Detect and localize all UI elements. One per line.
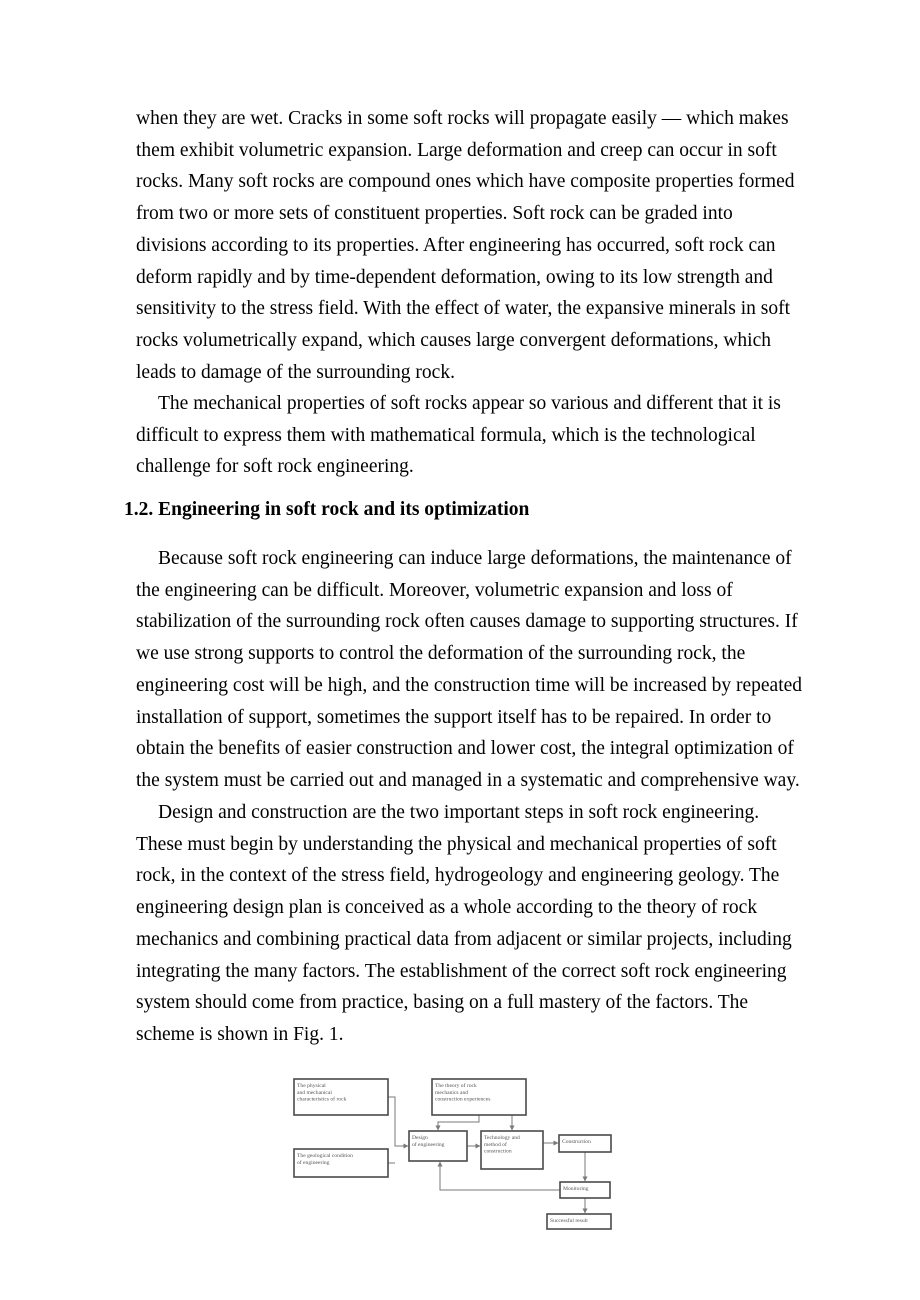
text-line: challenge for soft rock engineering.	[136, 456, 414, 478]
text-line: installation of support, sometimes the support itself has to be repaired. In order to	[136, 706, 772, 728]
diagram-box-label: The physical	[297, 1083, 326, 1089]
text-line: when they are wet. Cracks in some soft rocks will propagate easily — which makes	[136, 108, 789, 129]
paragraph-1	[136, 103, 864, 388]
text-line: integrating the many factors. The establishment of the correct soft rock engineering	[136, 960, 787, 982]
diagram-box-label: The theory of rock	[435, 1083, 477, 1089]
text-line: Because soft rock engineering can induce large deformations, the maintenance of	[158, 548, 792, 569]
text-line: scheme is shown in Fig. 1.	[136, 1023, 344, 1045]
diagram-box-design	[409, 1131, 467, 1161]
diagram-connector	[438, 1115, 479, 1130]
text-line: from two or more sets of constituent properties. Soft rock can be graded into	[136, 203, 733, 225]
diagram-box-label: mechanics and	[435, 1089, 469, 1096]
text-line: Design and construction are the two important steps in soft rock engineering.	[158, 802, 760, 823]
text-line: mechanics and combining practical data from adjacent or similar projects, including	[136, 928, 792, 950]
paragraph-3	[136, 543, 864, 797]
diagram-box-monitoring	[560, 1182, 610, 1198]
paragraph-2	[136, 388, 864, 483]
diagram-box-label: of engineering	[412, 1141, 445, 1148]
text-line: rocks. Many soft rocks are compound ones which have composite properties formed	[136, 171, 795, 193]
diagram-box-assessment	[547, 1214, 611, 1229]
diagram-box-label: and mechanical	[297, 1089, 332, 1096]
text-line: divisions according to its properties. After engineering has occurred, soft rock can	[136, 234, 776, 256]
diagram-box-label: of engineering	[297, 1159, 330, 1166]
text-line: we use strong supports to control the deformation of the surrounding rock, the	[136, 643, 746, 665]
diagram-box-label: method of	[484, 1141, 507, 1148]
text-line: leads to damage of the surrounding rock.	[136, 361, 455, 383]
text-line: engineering cost will be high, and the construction time will be increased by repeated	[136, 674, 803, 696]
diagram-box-geology	[294, 1149, 388, 1177]
text-line: deform rapidly and by time-dependent deformation, owing to its low strength and	[136, 266, 773, 288]
text-line: difficult to express them with mathematical formula, which is the technological	[136, 424, 756, 446]
diagram-box-props	[294, 1079, 388, 1115]
diagram-box-label: Technology and	[484, 1135, 520, 1141]
diagram-box-label: Design	[412, 1135, 428, 1141]
text-line: obtain the benefits of easier construction and lower cost, the integral optimization of	[136, 738, 794, 760]
text-line: sensitivity to the stress field. With the effect of water, the expansive minerals in soft	[136, 298, 791, 320]
text-line: The mechanical properties of soft rocks appear so various and different that it is	[158, 393, 781, 414]
diagram-box-label: Construction	[562, 1139, 591, 1145]
figure-1-diagram	[292, 1076, 614, 1232]
text-line: them exhibit volumetric expansion. Large deformation and creep can occur in soft	[136, 139, 777, 161]
flow-diagram	[292, 1076, 614, 1232]
text-line: rocks volumetrically expand, which causes large convergent deformations, which	[136, 329, 771, 351]
text-line: engineering design plan is conceived as a whole according to the theory of rock	[136, 897, 758, 919]
diagram-boxes	[294, 1079, 611, 1229]
diagram-box-theory	[432, 1079, 526, 1115]
diagram-box-label: The geological condition	[297, 1153, 353, 1159]
text-line: the system must be carried out and managed in a systematic and comprehensive way.	[136, 769, 800, 791]
text-line: These must begin by understanding the physical and mechanical properties of soft	[136, 833, 777, 855]
section-heading: 1.2. Engineering in soft rock and its optimization	[124, 499, 530, 520]
diagram-box-label: construction	[484, 1148, 512, 1155]
paragraph-4	[136, 797, 864, 1051]
text-line: stabilization of the surrounding rock often causes damage to supporting structures. If	[136, 611, 798, 633]
text-line: rock, in the context of the stress field, hydrogeology and engineering geology. The	[136, 865, 780, 887]
diagram-box-technology	[481, 1131, 543, 1169]
diagram-box-label: Successful result	[550, 1218, 588, 1224]
diagram-box-label: characteristics of rock	[297, 1096, 347, 1103]
diagram-box-label: construction experiences	[435, 1096, 491, 1103]
diagram-box-label: Monitoring	[563, 1186, 589, 1192]
diagram-connector	[388, 1097, 408, 1146]
diagram-box-construction	[559, 1135, 611, 1152]
text-line: the engineering can be difficult. Moreover, volumetric expansion and loss of	[136, 579, 733, 601]
text-line: system should come from practice, basing on a full mastery of the factors. The	[136, 992, 749, 1014]
